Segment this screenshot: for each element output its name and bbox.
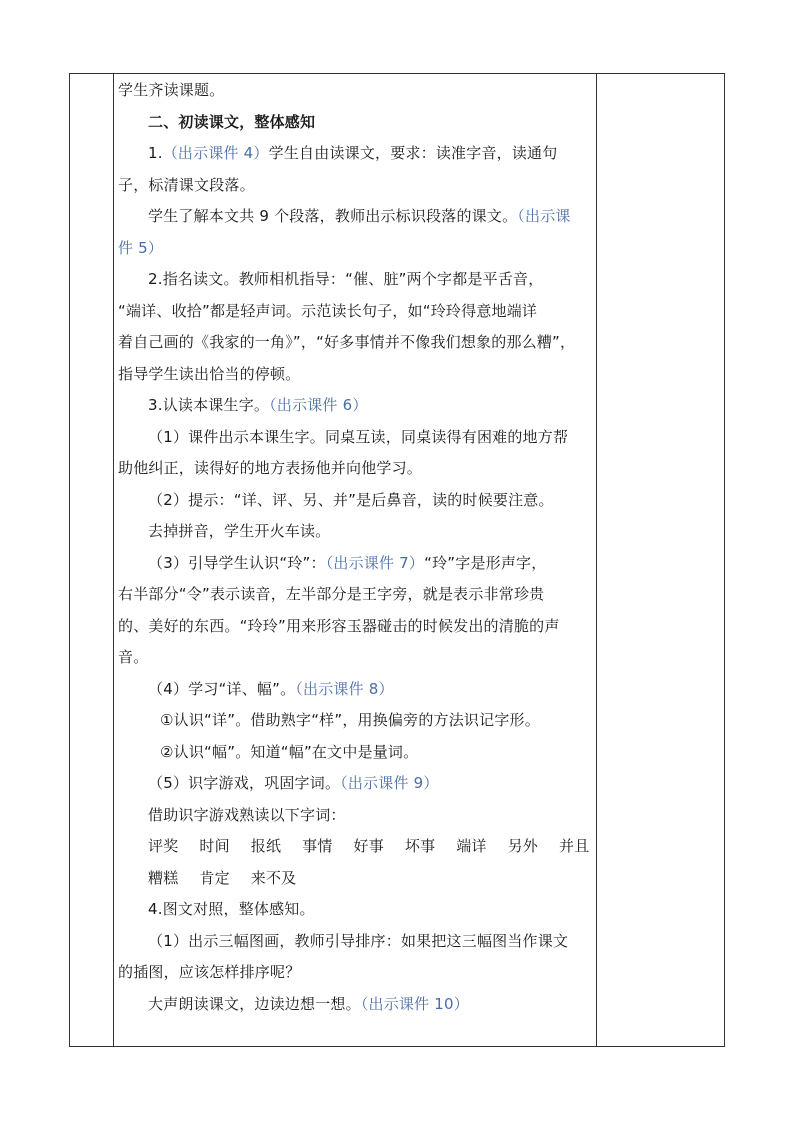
text-line: 助他纠正，读得好的地方表扬他并向他学习。 (118, 459, 423, 477)
text-line: 子，标清课文段落。 (118, 175, 255, 194)
courseware-reference: （出示课件 10） (360, 994, 469, 1013)
courseware-reference: （出示课 (517, 207, 571, 225)
text-line: 3.认读本课生字。（出示课件 6） (148, 396, 368, 414)
text-line: 大声朗读课文，边读边想一想。（出示课件 10） (148, 994, 469, 1013)
table-column-divider-right (596, 74, 597, 1046)
text-line: 右半部分“令”表示读音，左半部分是王字旁，就是表示非常珍贵 (118, 585, 545, 603)
vocab-word: 并且 (559, 837, 590, 855)
text-line: 的插图，应该怎样排序呢？ (118, 963, 301, 981)
courseware-reference: （出示课件 8） (295, 679, 394, 698)
word-list-row (118, 863, 590, 895)
vocab-word: 肯定 (199, 868, 230, 887)
text-line: 2.指名读文。教师相机指导：“催、脏”两个字都是平舌音， (148, 270, 544, 288)
text-line: ②认识“幅”。知道“幅”在文中是量词。 (160, 742, 419, 761)
text-line: 指导学生读出恰当的停顿。 (118, 364, 301, 383)
courseware-reference: （出示课件 9） (340, 774, 439, 792)
text-line: 着自己画的《我家的一角》”，“好多事情并不像我们想象的那么糟”， (118, 333, 576, 351)
text-line: 4.图文对照，整体感知。 (148, 900, 315, 918)
vocab-word: 评奖 (148, 837, 179, 855)
text-line: （5）识字游戏，巩固字词。（出示课件 9） (148, 774, 439, 792)
text-line: （2）提示：“详、评、另、并”是后鼻音，读的时候要注意。 (148, 490, 554, 509)
text-line: 借助识字游戏熟读以下字词： (148, 805, 346, 824)
text-line: 1.（出示课件 4）学生自由读课文，要求：读准字音，读通句 (148, 144, 558, 162)
text-line: 学生齐读课题。 (118, 81, 225, 99)
vocab-word: 糟糕 (148, 868, 179, 887)
lesson-content (118, 75, 590, 1020)
text-line: “端详、收拾”都是轻声词。示范读长句子，如“玲玲得意地端详 (118, 301, 538, 320)
vocab-word: 好事 (353, 837, 384, 855)
vocab-word: 坏事 (404, 837, 436, 855)
text-line: 去掉拼音，学生开火车读。 (148, 522, 331, 540)
vocab-word: 事情 (302, 837, 333, 855)
courseware-reference: 件 5） (118, 238, 164, 257)
text-line: 音。 (118, 648, 149, 666)
word-list-row (118, 831, 590, 863)
vocab-word: 另外 (507, 837, 539, 855)
vocab-word: 报纸 (250, 837, 282, 855)
vocab-word: 端详 (456, 837, 487, 855)
table-column-divider-left (113, 74, 114, 1046)
courseware-reference: （出示课件 4） (162, 144, 269, 162)
vocab-word: 时间 (199, 837, 230, 855)
vocab-word: 来不及 (250, 868, 297, 887)
section-heading: 二、初读课文，整体感知 (148, 112, 316, 131)
text-line: 学生了解本文共 9 个段落，教师出示标识段落的课文。（出示课 (148, 207, 571, 225)
text-line: ①认识“详”。借助熟字“样”，用换偏旁的方法识记字形。 (160, 711, 540, 729)
courseware-reference: （出示课件 6） (269, 396, 368, 414)
text-line: 的、美好的东西。“玲玲”用来形容玉器碰击的时候发出的清脆的声 (118, 616, 560, 635)
text-line: （1）课件出示本课生字。同桌互读，同桌读得有困难的地方帮 (148, 427, 569, 446)
courseware-reference: （出示课件 7） (325, 553, 425, 572)
text-line: （4）学习“详、幅”。（出示课件 8） (148, 679, 394, 698)
text-line: （3）引导学生认识“玲”：（出示课件 7）“玲”字是形声字， (148, 553, 547, 572)
text-line: （1）出示三幅图画，教师引导排序：如果把这三幅图当作课文 (148, 931, 569, 950)
